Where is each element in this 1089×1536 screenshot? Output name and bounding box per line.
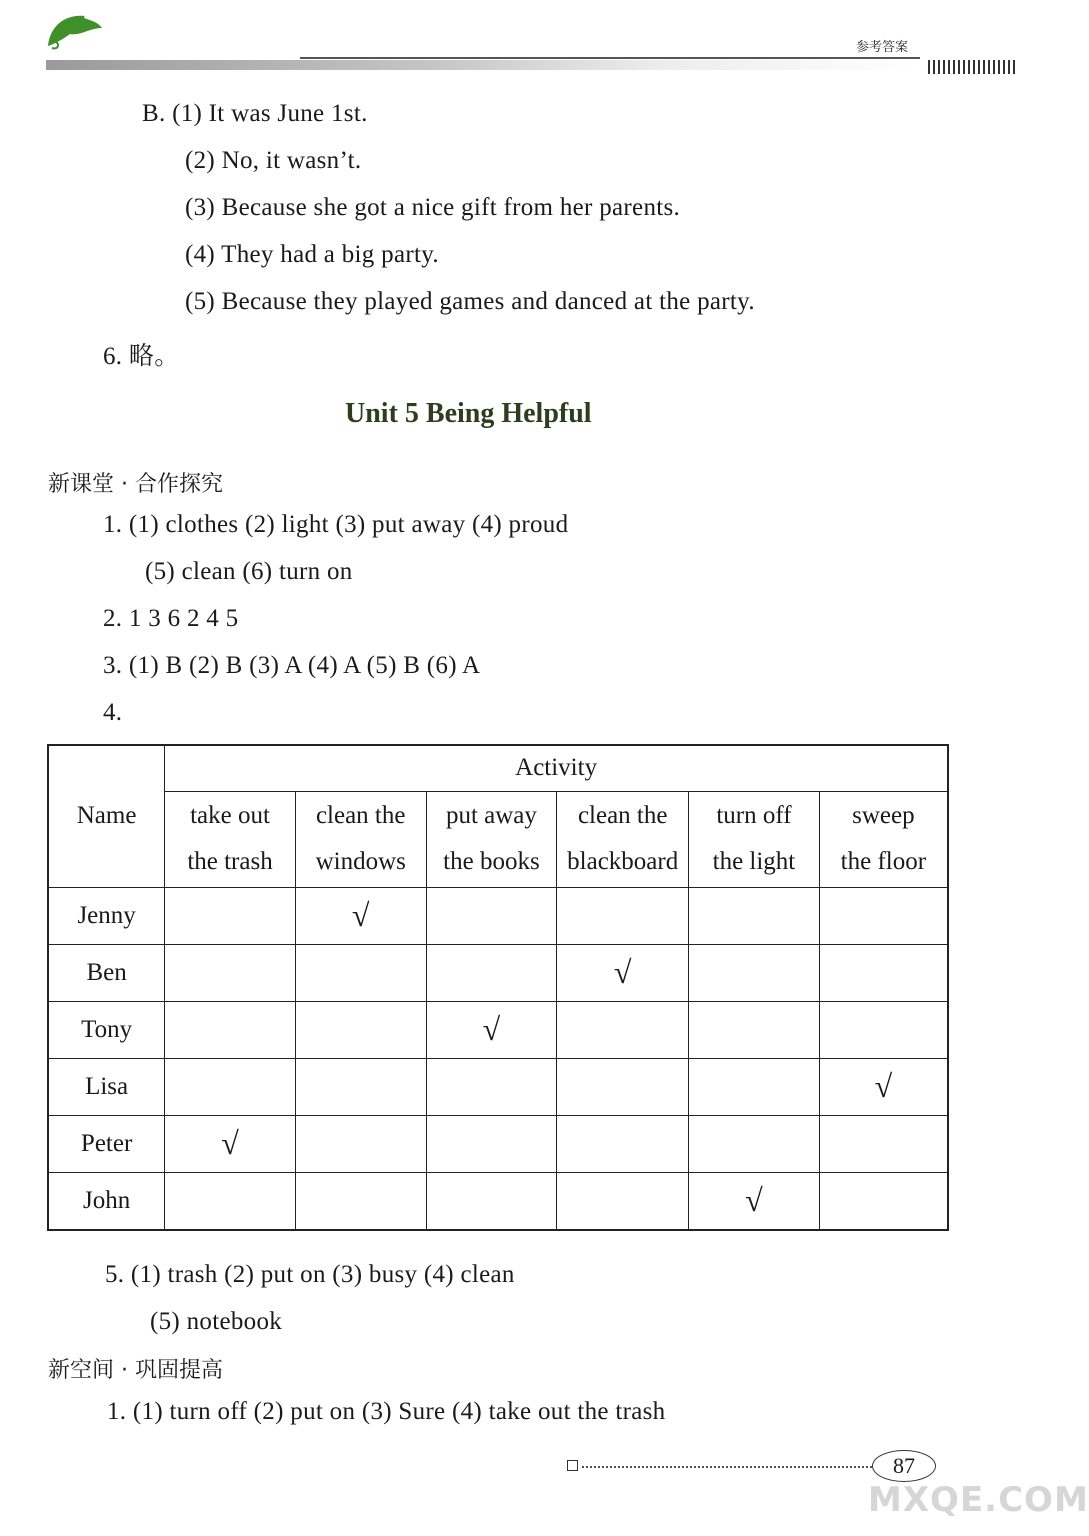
table-cell: [295, 1058, 426, 1115]
table-cell: [689, 887, 820, 944]
page-number: 87: [872, 1450, 936, 1482]
leaf-logo-icon: [40, 6, 110, 56]
table-row: [48, 1058, 948, 1115]
table-cell: [426, 887, 557, 944]
table-cell: [557, 1001, 689, 1058]
activity-header: Activity: [165, 745, 948, 791]
table-cell: [689, 944, 820, 1001]
table-cell: [689, 1172, 820, 1230]
table-cell: [819, 1115, 948, 1172]
answer-b-2: (2) No, it wasn’t.: [185, 147, 362, 174]
check-mark-icon: √: [221, 1125, 239, 1161]
table-cell: [426, 1172, 557, 1230]
s1-q3: 3. (1) B (2) B (3) A (4) A (5) B (6) A: [103, 652, 481, 679]
s2-q1: 1. (1) turn off (2) put on (3) Sure (4) take out the trash: [107, 1398, 666, 1425]
table-cell: [819, 887, 948, 944]
table-cell: [295, 944, 426, 1001]
header-bar: [46, 60, 916, 70]
answer-b-4: (4) They had a big party.: [185, 241, 439, 268]
table-cell: [557, 887, 689, 944]
table-cell: [295, 1001, 426, 1058]
table-cell: [165, 1172, 296, 1230]
barcode-decoration: [928, 60, 1018, 74]
student-name: Ben: [48, 944, 165, 1001]
table-cell: [557, 1115, 689, 1172]
table-row: [48, 944, 948, 1001]
s1-q1-line1: 1. (1) clothes (2) light (3) put away (4) proud: [103, 511, 569, 538]
activity-col-5: turn off the light: [689, 791, 820, 887]
table-cell: [295, 1172, 426, 1230]
s1-q2: 2. 1 3 6 2 4 5: [103, 605, 239, 632]
table-cell: [819, 1058, 948, 1115]
table-cell: [557, 1058, 689, 1115]
check-mark-icon: √: [351, 897, 370, 933]
student-name: Jenny: [48, 887, 165, 944]
student-name: Lisa: [48, 1058, 165, 1115]
answer-b-1: B. (1) It was June 1st.: [142, 100, 368, 127]
check-mark-icon: √: [874, 1068, 893, 1104]
unit-title: Unit 5 Being Helpful: [345, 398, 592, 429]
table-row: [48, 1115, 948, 1172]
table-row: [48, 1001, 948, 1058]
student-name: John: [48, 1172, 165, 1230]
check-mark-icon: √: [482, 1011, 501, 1047]
name-header: Name: [48, 745, 165, 887]
check-mark-icon: √: [613, 954, 632, 990]
table-cell: [557, 1172, 689, 1230]
activity-col-1: take out the trash: [165, 791, 296, 887]
table-cell: [165, 1001, 296, 1058]
activity-col-4: clean the blackboard: [557, 791, 689, 887]
footer-square-icon: [567, 1460, 578, 1471]
s1-q5-line2: (5) notebook: [150, 1308, 283, 1335]
activity-table: [47, 744, 949, 1231]
table-cell: [689, 1058, 820, 1115]
table-cell: [426, 944, 557, 1001]
table-cell: [819, 1172, 948, 1230]
student-name: Peter: [48, 1115, 165, 1172]
s1-q1-line2: (5) clean (6) turn on: [145, 558, 353, 585]
section-heading-2: 新空间 · 巩固提高: [48, 1358, 223, 1383]
check-mark-icon: √: [745, 1182, 763, 1218]
table-cell: [426, 1001, 557, 1058]
watermark: MXQE.COM: [868, 1480, 1089, 1520]
s1-q4: 4.: [103, 699, 123, 726]
s1-q5-line1: 5. (1) trash (2) put on (3) busy (4) clean: [105, 1261, 515, 1288]
table-cell: [295, 1115, 426, 1172]
header-section-label: 参考答案: [856, 40, 909, 55]
section-heading-1: 新课堂 · 合作探究: [48, 472, 223, 497]
activity-col-3: put away the books: [426, 791, 557, 887]
table-cell: [165, 944, 296, 1001]
answer-b-5: (5) Because they played games and danced at the party.: [185, 288, 755, 315]
header-rule: [300, 57, 920, 59]
table-cell: [426, 1115, 557, 1172]
answer-b-3: (3) Because she got a nice gift from her parents.: [185, 194, 681, 221]
table-cell: [165, 1115, 296, 1172]
footer-dotted-rule: [582, 1466, 872, 1468]
table-cell: [557, 944, 689, 1001]
table-cell: [295, 887, 426, 944]
table-cell: [426, 1058, 557, 1115]
table-cell: [689, 1001, 820, 1058]
activity-col-2: clean the windows: [295, 791, 426, 887]
table-cell: [819, 1001, 948, 1058]
table-row: [48, 887, 948, 944]
table-cell: [819, 944, 948, 1001]
activity-col-6: sweep the floor: [819, 791, 948, 887]
student-name: Tony: [48, 1001, 165, 1058]
table-cell: [165, 887, 296, 944]
answer-6: 6. 略。: [103, 343, 180, 370]
table-cell: [165, 1058, 296, 1115]
table-cell: [689, 1115, 820, 1172]
table-row: [48, 1172, 948, 1230]
